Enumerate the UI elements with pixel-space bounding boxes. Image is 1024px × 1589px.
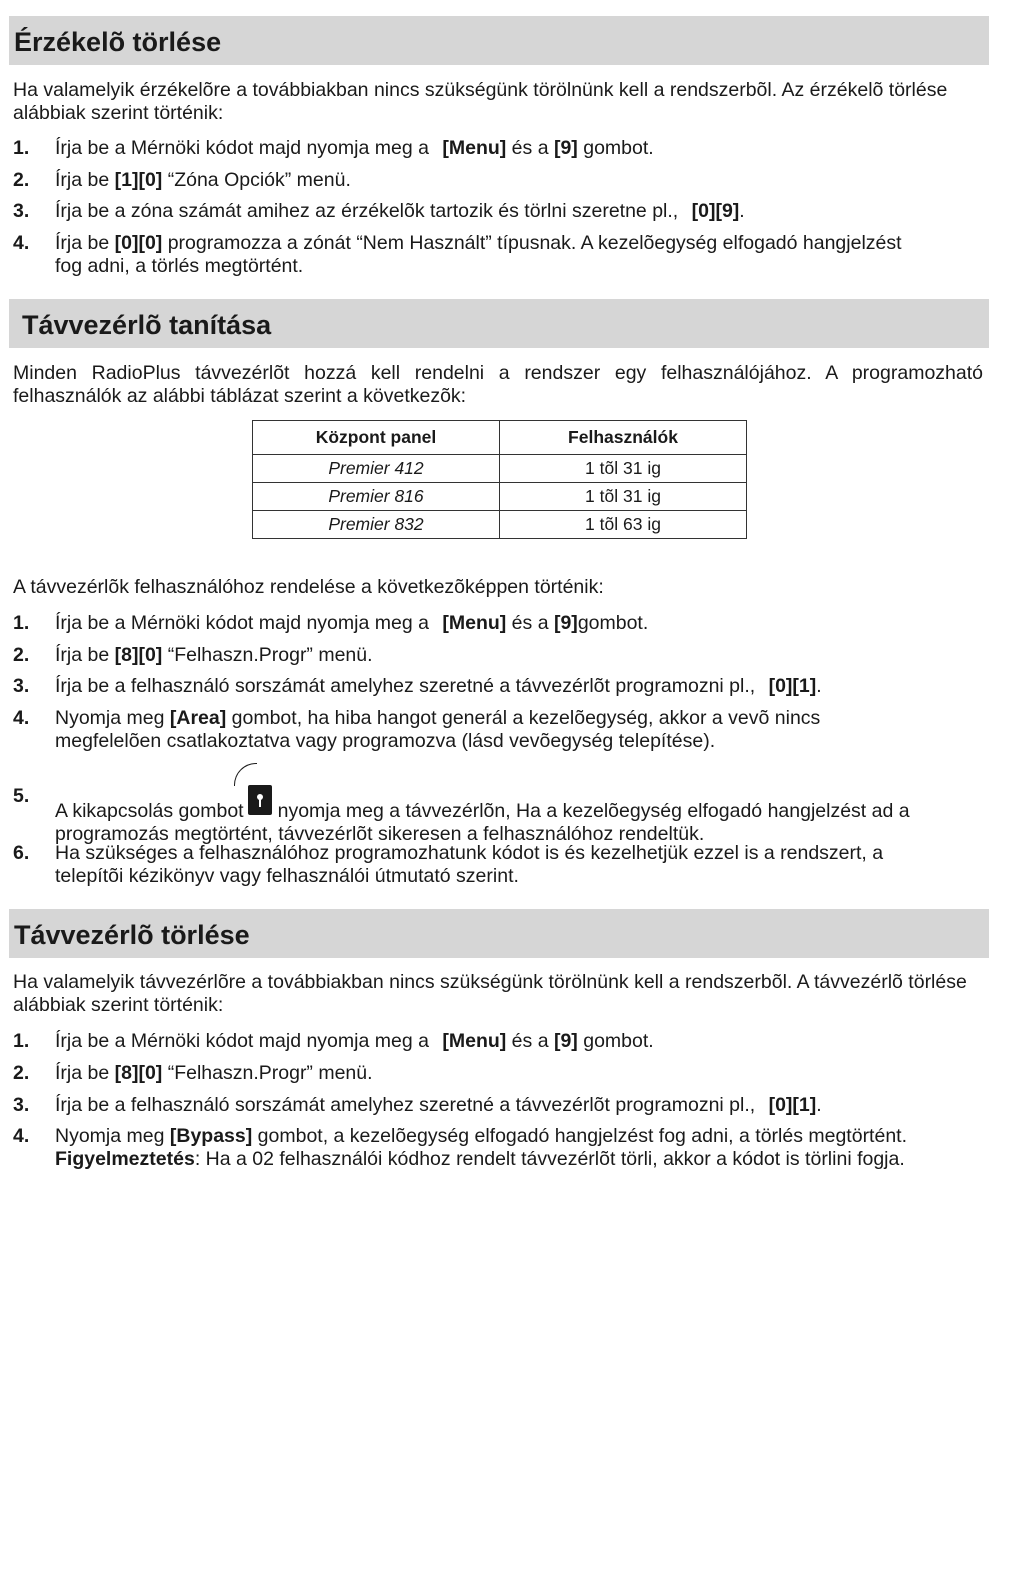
- section-heading-erzekelo-torlese: Érzékelõ törlése: [9, 16, 989, 65]
- warning-label: Figyelmeztetés: [55, 1148, 195, 1170]
- step-number: 3.: [13, 675, 30, 697]
- table-cell: 1 tõl 31 ig: [500, 455, 747, 483]
- column-header-kozpont-panel: Központ panel: [253, 421, 500, 455]
- step-number: 1.: [13, 1030, 30, 1052]
- section2-step-5: 5. A kikapcsolás gombot nyomja meg a távvezérlõn, Ha a kezelõegység elfogadó hangjelzést ad a programozás megtörtént, távvezérlõt sikeresen a felhasználóhoz rendeltük.: [13, 785, 1013, 833]
- table-cell: Premier 412: [253, 455, 500, 483]
- section1-intro: Ha valamelyik érzékelõre a továbbiakban nincs szükségünk törölnünk kell a rendszerbõl. Az érzékelõ törlése alábbiak szerint történik:: [13, 79, 948, 124]
- step-number: 4.: [13, 707, 30, 729]
- warning-text: : Ha a 02 felhasználói kódhoz rendelt távvezérlõt törli, akkor a kódot is törlini fogja.: [194, 1148, 905, 1170]
- table-cell: 1 tõl 31 ig: [500, 483, 747, 511]
- section-heading-tavvezerlo-torlese: Távvezérlõ törlése: [9, 909, 989, 958]
- section3-step-4: 4. Nyomja meg [Bypass] gombot, a kezelõegység elfogadó hangjelzést fog adni, a törlés megtörtént. Figyelmeztetés: Ha a 02 felhasználói kódhoz rendelt távvezérlõt törli, akkor a kódot is törlini fogja.: [13, 1125, 908, 1170]
- table-row: [253, 455, 747, 483]
- section1-step-4: 4. Írja be [0][0] programozza a zónát “Nem Használt” típusnak. A kezelõegység elfogadó hangjelzést fog adni, a törlés megtörtént.: [13, 232, 902, 277]
- section-heading-tavvezerlo-tanitasa: Távvezérlõ tanítása: [9, 299, 989, 348]
- step-number: 3.: [13, 1094, 30, 1116]
- section2-step-6: 6. Ha szükséges a felhasználóhoz programozhatunk kódot is és kezelhetjük ezzel is a rendszert, a telepítõi kézikönyv vagy felhasználói útmutató szerint.: [13, 842, 884, 887]
- table-cell: Premier 832: [253, 511, 500, 539]
- step-number: 5.: [13, 785, 30, 807]
- section3-intro: Ha valamelyik távvezérlõre a továbbiakban nincs szükségünk törölnünk kell a rendszerbõl. A távvezérlõ törlése alábbiak szerint történik:: [13, 971, 967, 1016]
- table-cell: 1 tõl 63 ig: [500, 511, 747, 539]
- step-number: 3.: [13, 200, 30, 222]
- table-row: [253, 511, 747, 539]
- table-header-row: [253, 421, 747, 455]
- step-number: 6.: [13, 842, 30, 864]
- table-cell: Premier 816: [253, 483, 500, 511]
- step-number: 2.: [13, 644, 30, 666]
- step-number: 4.: [13, 232, 30, 254]
- step-number: 1.: [13, 137, 30, 159]
- step-number: 2.: [13, 169, 30, 191]
- section2-intro: Minden RadioPlus távvezérlõt hozzá kell rendelni a rendszer egy felhasználójához. A programozható felhasználók az alábbi táblázat szerint a következõk:: [13, 362, 983, 407]
- lock-button-icon: [248, 785, 272, 815]
- panel-users-table: [252, 420, 747, 539]
- table-row: [253, 483, 747, 511]
- step-number: 1.: [13, 612, 30, 634]
- column-header-felhasznalok: Felhasználók: [500, 421, 747, 455]
- step-number: 4.: [13, 1125, 30, 1147]
- section2-lead: A távvezérlõk felhasználóhoz rendelése a következõképpen történik:: [13, 576, 604, 598]
- section2-step-4: 4. Nyomja meg [Area] gombot, ha hiba hangot generál a kezelõegység, akkor a vevõ nincs megfelelõen csatlakoztatva vagy programozva (lásd vevõegység telepítése).: [13, 707, 821, 752]
- step-number: 2.: [13, 1062, 30, 1084]
